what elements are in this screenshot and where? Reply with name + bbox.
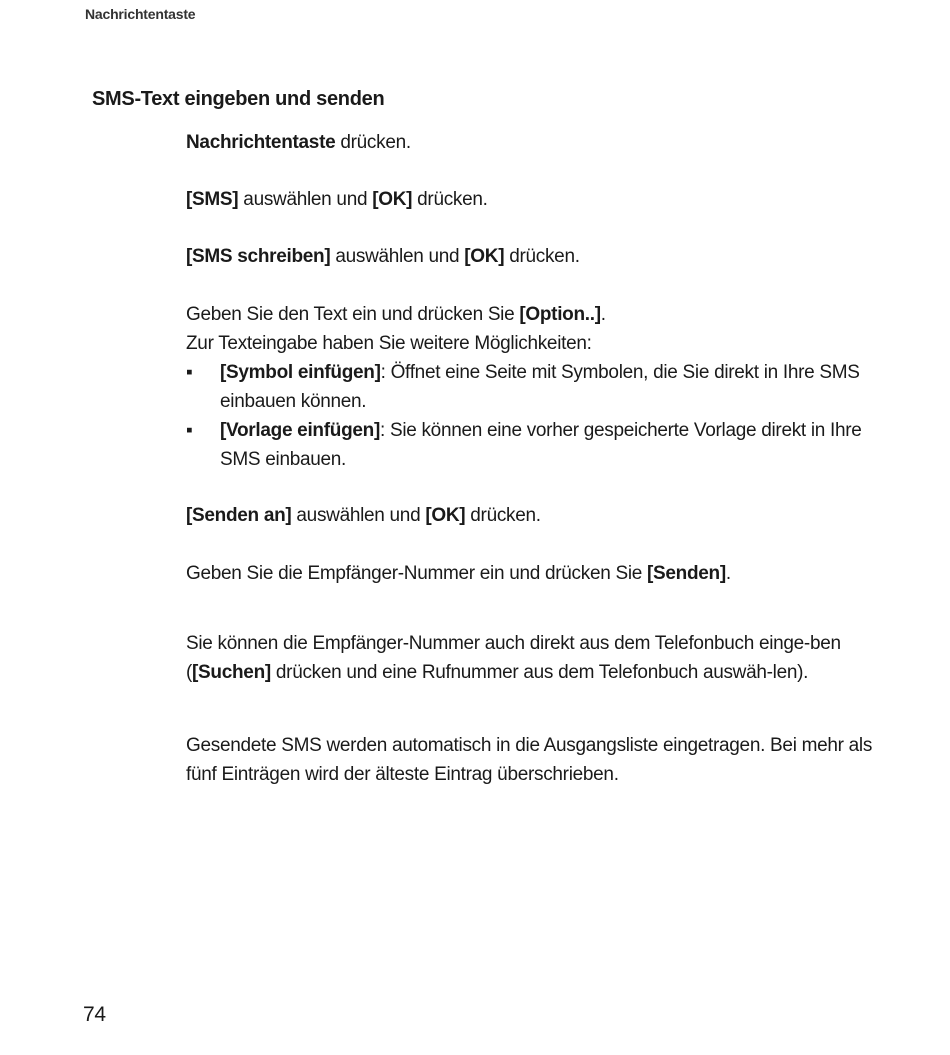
- step-6: [186, 559, 876, 588]
- options-list: [186, 358, 876, 474]
- bullet-option: [Vorlage einfügen]: [220, 420, 380, 441]
- step-3-option: [SMS schreiben]: [186, 246, 331, 267]
- step-4-line-1: [186, 300, 876, 329]
- step-4-option: [Option..]: [519, 304, 601, 325]
- step-5-ok: [OK]: [425, 505, 466, 526]
- step-2-text: auswählen und: [238, 189, 373, 210]
- step-4-text: Geben Sie den Text ein und drücken Sie: [186, 304, 520, 325]
- bullet-icon: ▪: [186, 362, 193, 383]
- step-6-text: Geben Sie die Empfänger-Nummer ein und drücken Sie: [186, 563, 648, 584]
- step-5: [186, 501, 876, 530]
- step-5-option: [Senden an]: [186, 505, 292, 526]
- step-2-option: [SMS]: [186, 189, 239, 210]
- step-6-end: .: [725, 563, 731, 584]
- step-3-end: drücken.: [504, 246, 580, 267]
- step-1-key: Nachrichtentaste: [186, 132, 336, 153]
- step-3-text: auswählen und: [330, 246, 465, 267]
- bullet-icon: ▪: [186, 420, 193, 441]
- note-1-option: [Suchen]: [192, 662, 271, 683]
- step-4-end: .: [600, 304, 606, 325]
- step-5-text: auswählen und: [291, 505, 426, 526]
- step-2: [186, 185, 876, 214]
- note-1-text-2: drücken und eine Rufnummer aus dem Telefonbuch auswäh-len).: [270, 662, 809, 683]
- step-1: [186, 128, 876, 157]
- step-3-ok: [OK]: [464, 246, 505, 267]
- note-2: Gesendete SMS werden automatisch in die Ausgangsliste eingetragen. Bei mehr als fünf Einträgen wird der älteste Eintrag überschrieben.: [186, 735, 873, 785]
- running-head: Nachrichtentaste: [85, 6, 196, 22]
- note-1-text-1: Sie können die Empfänger-Nummer auch direkt aus dem Telefonbuch einge-ben (: [186, 633, 841, 683]
- list-item: [186, 416, 876, 474]
- step-4-line-2: Zur Texteingabe haben Sie weitere Möglichkeiten:: [186, 333, 592, 354]
- page-number: 74: [83, 1003, 106, 1026]
- bullet-option: [Symbol einfügen]: [220, 362, 381, 383]
- step-5-end: drücken.: [465, 505, 541, 526]
- note-1: [186, 629, 876, 687]
- step-6-option: [Senden]: [647, 563, 726, 584]
- list-item: [186, 358, 876, 416]
- step-3: [186, 242, 876, 271]
- step-2-ok: [OK]: [372, 189, 413, 210]
- bullet-text: : Öffnet eine Seite mit Symbolen, die Sie direkt in Ihre SMS einbauen können.: [220, 362, 860, 412]
- step-4: [186, 300, 876, 474]
- bullet-text: : Sie können eine vorher gespeicherte Vorlage direkt in Ihre SMS einbauen.: [220, 420, 862, 470]
- step-2-end: drücken.: [412, 189, 488, 210]
- step-1-text: drücken.: [335, 132, 411, 153]
- section-title: SMS-Text eingeben und senden: [92, 88, 385, 110]
